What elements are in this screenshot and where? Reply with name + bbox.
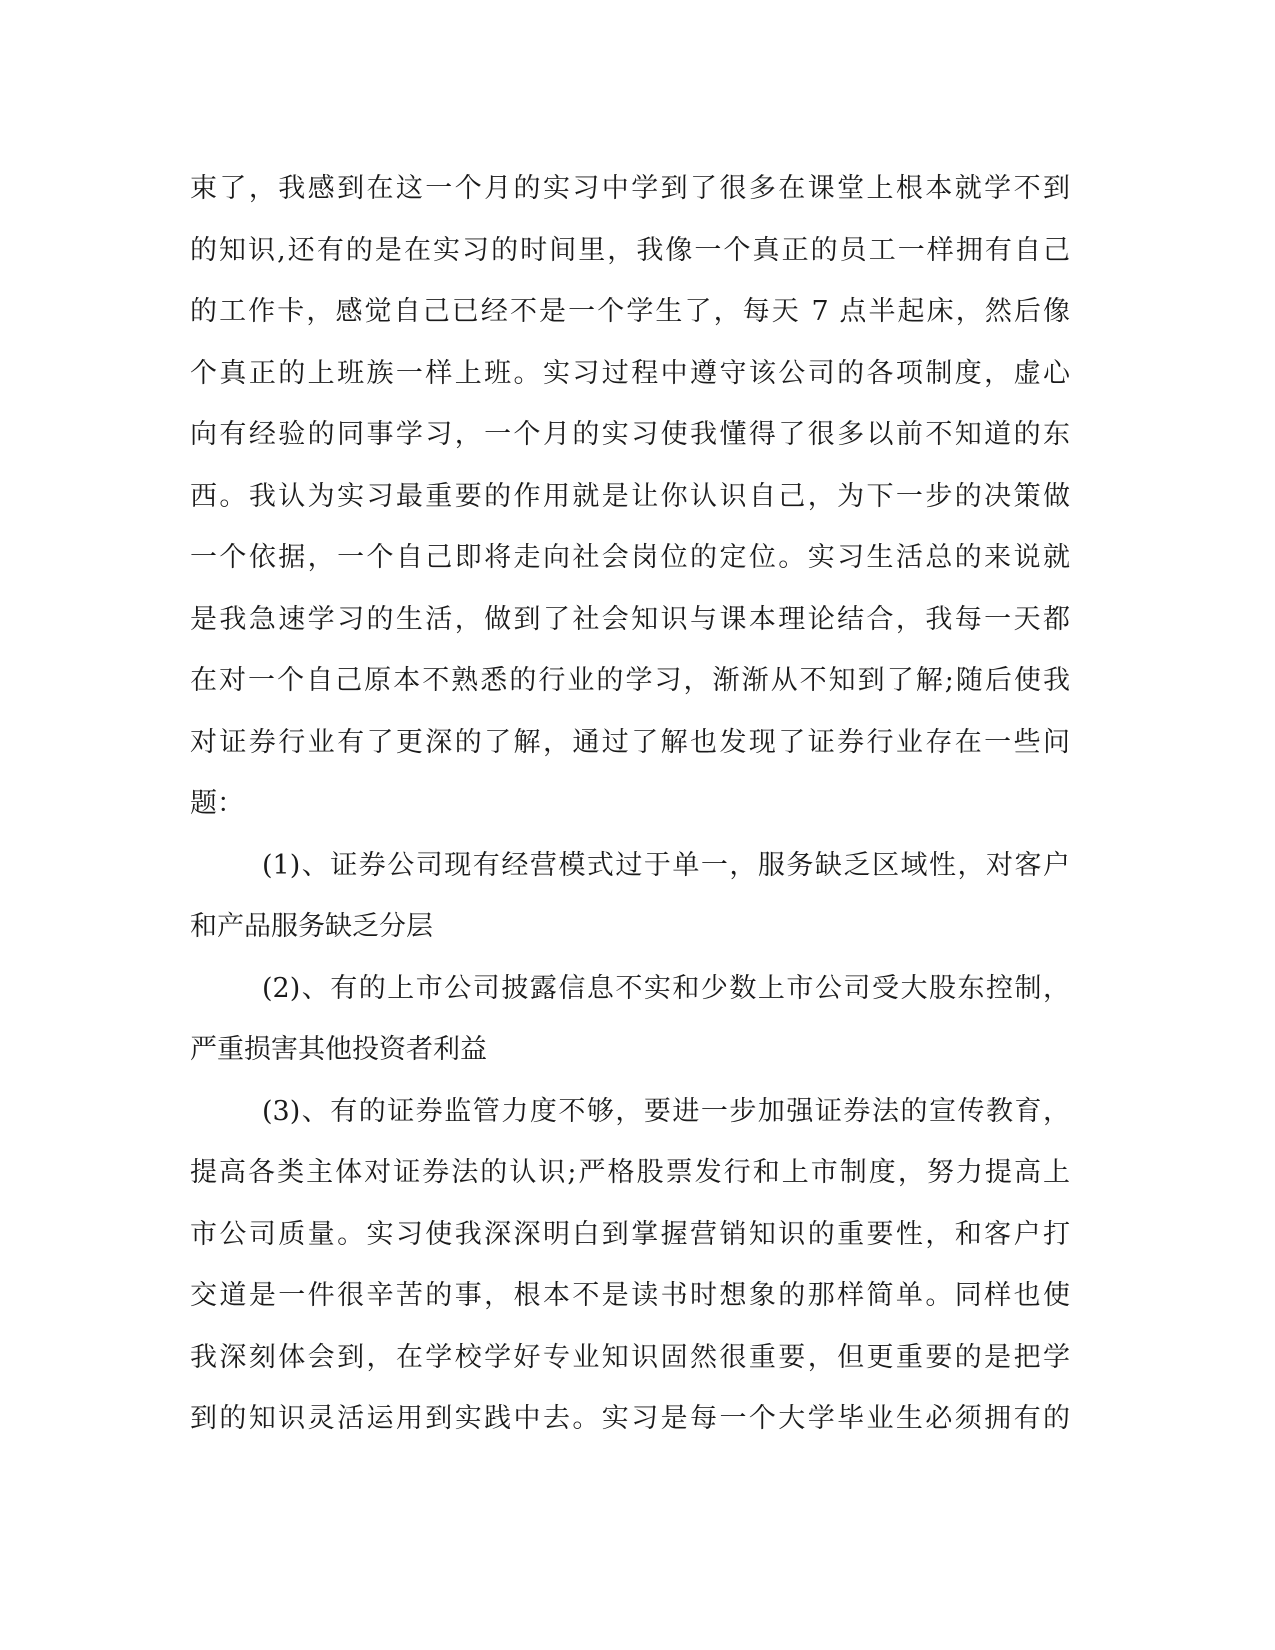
text-line: (1)、证券公司现有经营模式过于单一，服务缺乏区域性，对客户 (262, 849, 1070, 881)
text-line: 我深刻体会到，在学校学好专业知识固然很重要，但更重要的是把学 (190, 1341, 1070, 1373)
text-line: 是我急速学习的生活，做到了社会知识与课本理论结合，我每一天都 (190, 603, 1070, 635)
text-line: 个真正的上班族一样上班。实习过程中遵守该公司的各项制度，虚心 (190, 357, 1070, 389)
text-line: 束了，我感到在这一个月的实习中学到了很多在课堂上根本就学不到 (190, 173, 1070, 204)
text-line: 的工作卡，感觉自己已经不是一个学生了，每天 7 点半起床，然后像 (190, 296, 1070, 327)
text-line: 交道是一件很辛苦的事，根本不是读书时想象的那样简单。同样也使 (190, 1280, 1070, 1311)
text-line: 严重损害其他投资者利益 (190, 1034, 487, 1065)
text-line: 在对一个自己原本不熟悉的行业的学习，渐渐从不知到了解;随后使我 (190, 665, 1070, 696)
body-text (190, 158, 1070, 1450)
text-line: 市公司质量。实习使我深深明白到掌握营销知识的重要性，和客户打 (190, 1218, 1070, 1250)
paragraph-point-2 (190, 958, 1070, 1081)
text-line: 的知识,还有的是在实习的时间里，我像一个真正的员工一样拥有自己 (190, 234, 1070, 266)
text-line: 到的知识灵活运用到实践中去。实习是每一个大学毕业生必须拥有的 (190, 1403, 1070, 1434)
text-line: 对证券行业有了更深的了解，通过了解也发现了证券行业存在一些问 (190, 726, 1070, 758)
paragraph-intro (190, 158, 1070, 835)
text-line: 西。我认为实习最重要的作用就是让你认识自己，为下一步的决策做 (190, 480, 1070, 512)
text-line: 提高各类主体对证券法的认识;严格股票发行和上市制度，努力提高上 (190, 1157, 1070, 1188)
text-line: 向有经验的同事学习，一个月的实习使我懂得了很多以前不知道的东 (190, 419, 1070, 450)
paragraph-point-1 (190, 835, 1070, 958)
text-line: 题： (190, 788, 244, 819)
text-line: 一个依据，一个自己即将走向社会岗位的定位。实习生活总的来说就 (190, 542, 1070, 573)
paragraph-point-3 (190, 1081, 1070, 1450)
text-line: (2)、有的上市公司披露信息不实和少数上市公司受大股东控制， (262, 972, 1070, 1004)
text-line: (3)、有的证券监管力度不够，要进一步加强证券法的宣传教育， (262, 1095, 1070, 1127)
text-line: 和产品服务缺乏分层 (190, 911, 433, 942)
